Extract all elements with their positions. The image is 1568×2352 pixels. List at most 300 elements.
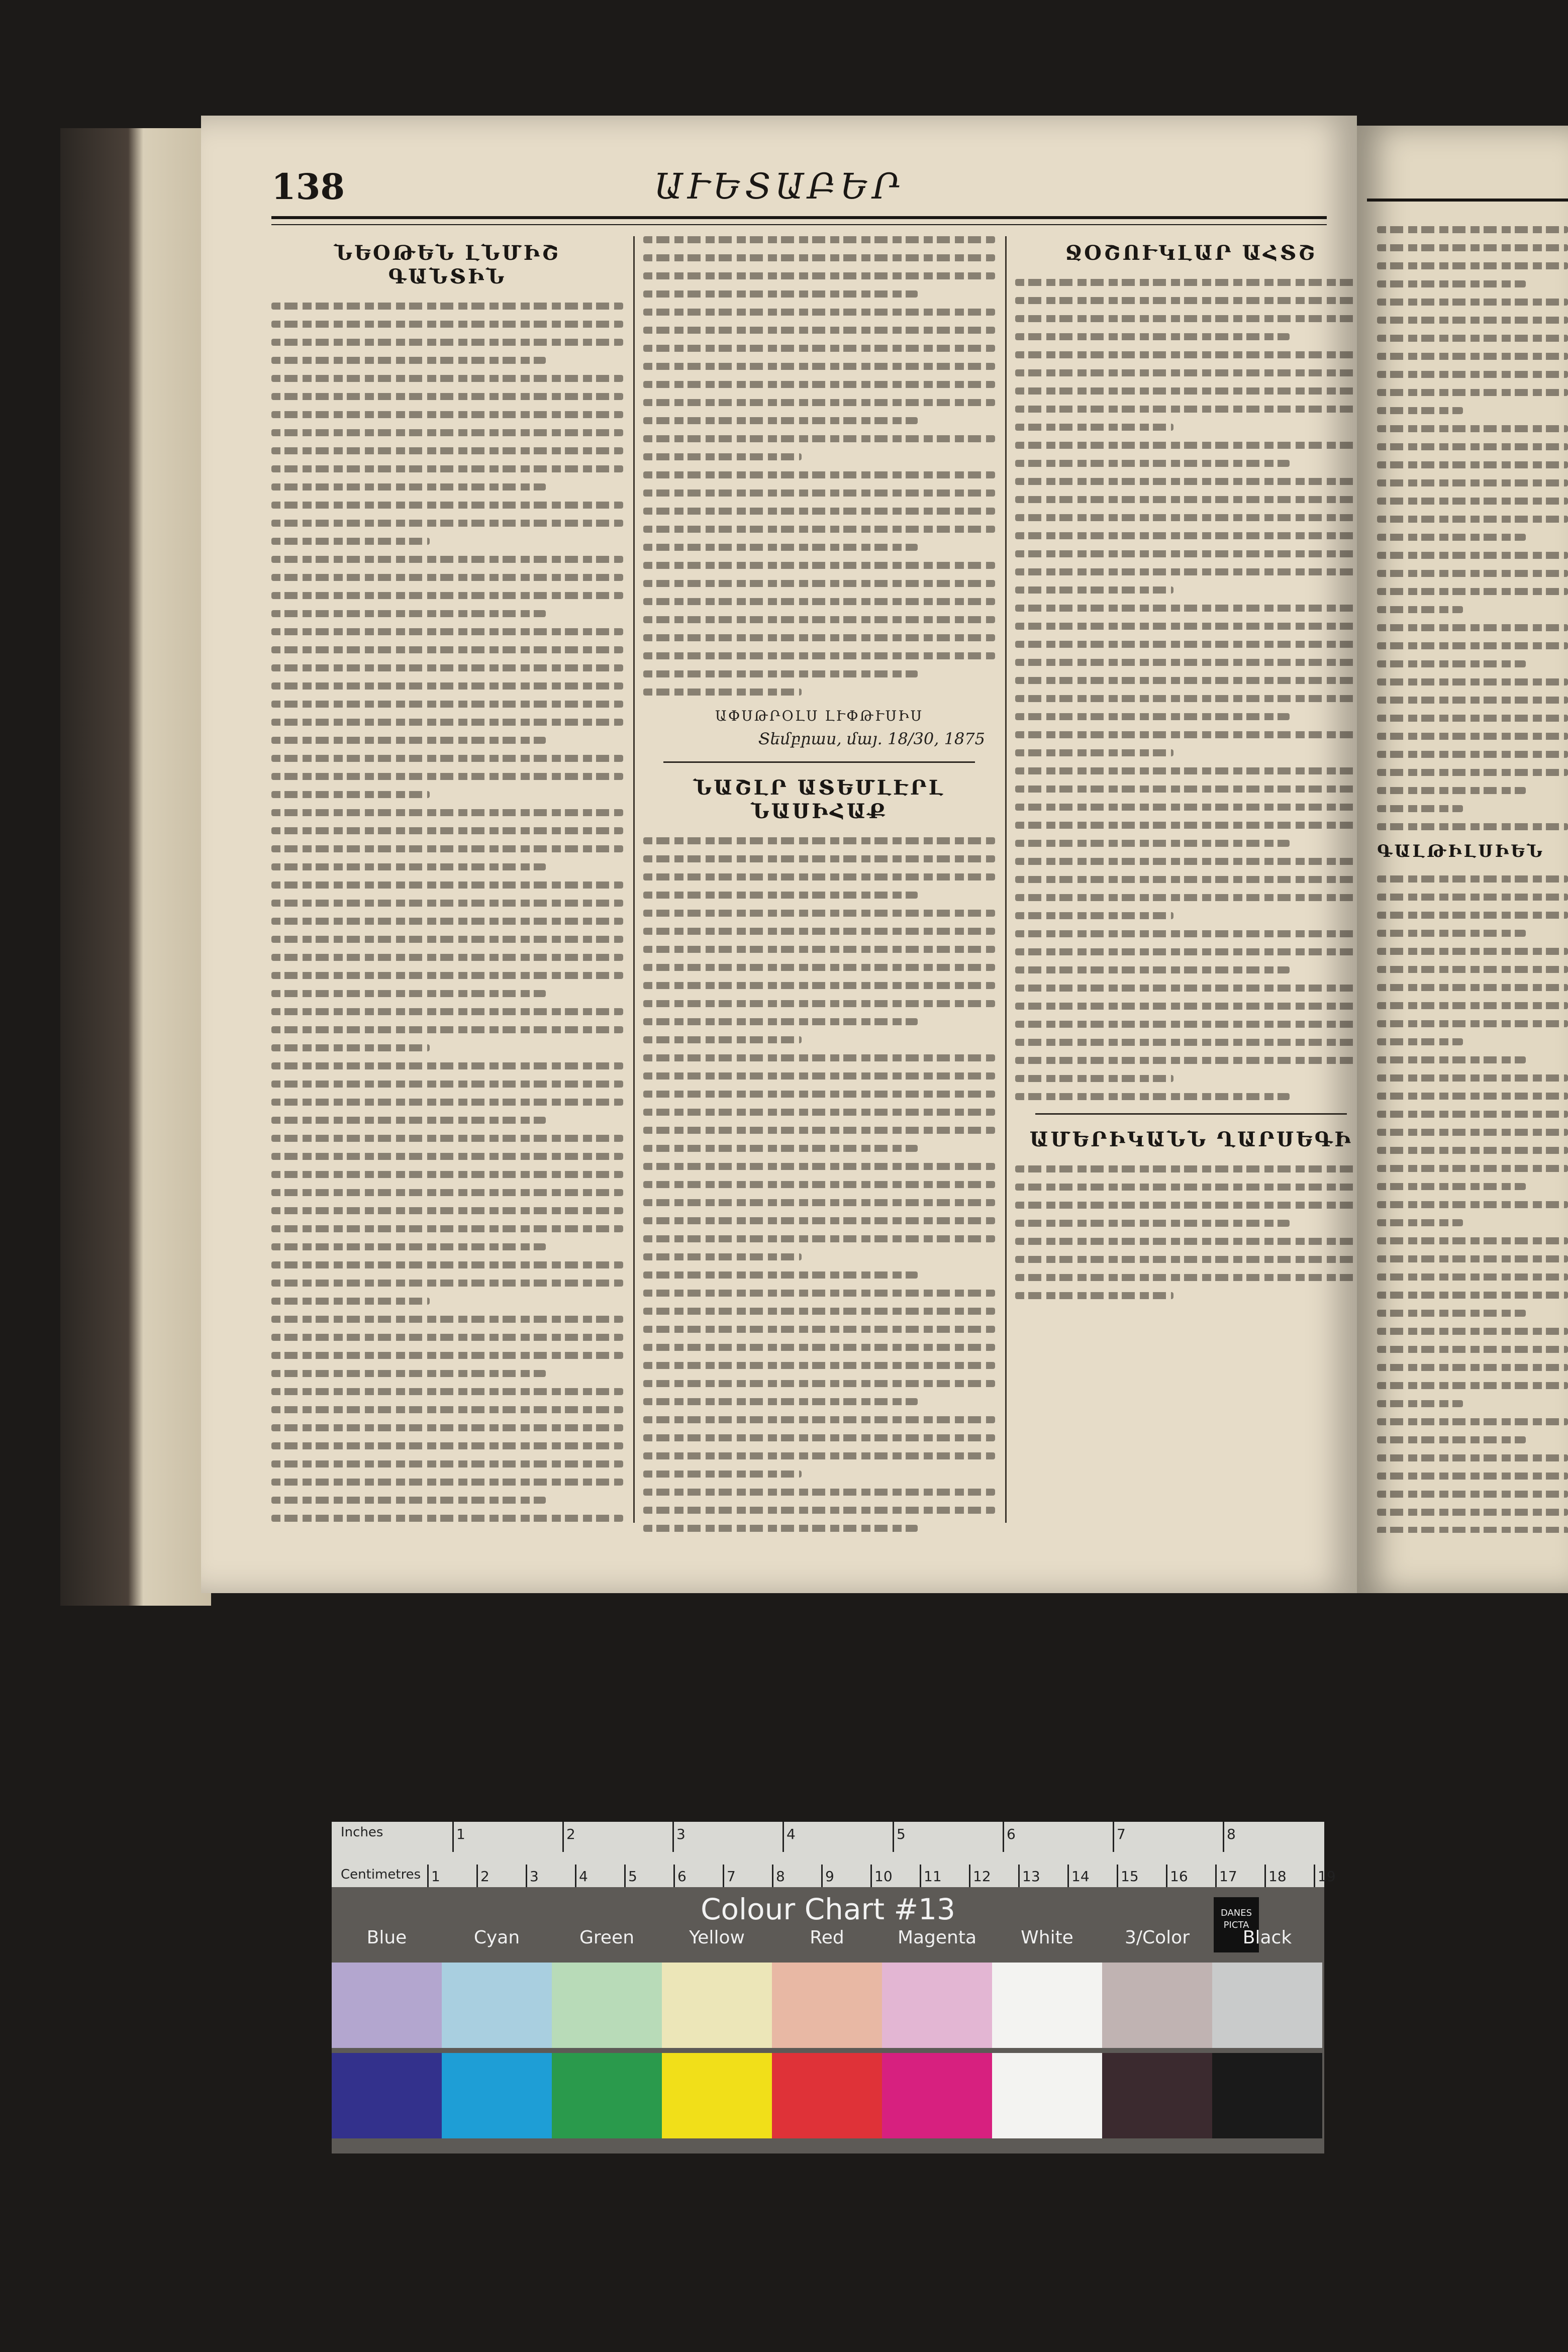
text-line [1377,1273,1568,1281]
text-line [1377,407,1463,414]
text-line [1015,966,1290,973]
text-line [1015,659,1367,666]
cm-tick [1314,1865,1315,1887]
section-rule [663,761,975,763]
text-line [271,1153,623,1160]
column-3-heading: ՋՕՇՈՒԿԼԱՐ ԱՀՏՇ [1065,241,1317,265]
text-line [643,1018,918,1025]
text-line [643,381,995,388]
text-line [1015,1256,1367,1263]
text-line [1377,966,1568,973]
cm-tick-label: 17 [1219,1868,1237,1885]
text-line [1015,1165,1367,1172]
swatch-label: Yellow [689,1927,745,1948]
cm-tick [575,1865,576,1887]
inch-tick [1003,1822,1004,1852]
text-line [271,737,546,744]
text-line [1015,894,1367,901]
cm-tick [427,1865,429,1887]
text-line [1015,731,1367,738]
text-line [1015,985,1367,992]
swatch-dark [662,2053,772,2138]
text-line [643,1489,995,1496]
cm-tick [870,1865,872,1887]
text-line [643,1163,995,1170]
text-line [1377,461,1568,468]
swatch-light [992,1963,1102,2048]
text-line [643,598,995,605]
text-line [1377,930,1526,937]
text-line [1015,767,1367,774]
page-number: 138 [271,166,345,208]
text-line [1377,317,1568,324]
text-line [1377,1111,1568,1118]
swatch-light [772,1963,882,2048]
text-line [643,236,995,243]
text-line [1377,479,1568,486]
swatch-dark [442,2053,552,2138]
text-line [1015,948,1367,955]
swatch-light [1102,1963,1212,2048]
text-line [1377,1436,1526,1443]
text-line [643,489,995,497]
text-line [1015,1202,1367,1209]
swatch-light [552,1963,662,2048]
text-line [643,1271,918,1279]
text-line [1377,226,1568,233]
text-line [643,327,995,334]
text-line [643,928,995,935]
cm-tick-label: 19 [1318,1868,1336,1885]
text-line [643,508,995,515]
cm-tick [920,1865,921,1887]
swatch-light [332,1963,442,2048]
text-line [1015,550,1367,557]
text-line [271,1497,546,1504]
text-line [1377,697,1568,704]
text-line [1377,751,1568,758]
text-line [1377,948,1568,955]
text-line [1377,1165,1568,1172]
text-line [643,1000,995,1007]
swatch-dark [1212,2053,1322,2138]
cm-tick [1117,1865,1118,1887]
text-line [1377,389,1568,396]
text-line [1015,749,1173,756]
column-2-text-bottom [643,837,995,1543]
inch-tick-label: 6 [1007,1826,1016,1842]
swatch-label: 3/Color [1124,1927,1190,1948]
text-line [1377,1201,1568,1208]
left-page [201,116,1357,1593]
text-line [1377,1346,1568,1353]
text-line [271,339,623,346]
text-line [271,1189,623,1196]
text-line [1377,805,1463,812]
cm-tick-label: 1 [431,1868,440,1885]
cm-tick [1264,1865,1266,1887]
text-line [271,1008,623,1015]
text-line [643,580,995,587]
cm-tick-label: 18 [1268,1868,1287,1885]
cm-tick [476,1865,478,1887]
swatch-dark [882,2053,992,2138]
swatch-label: Cyan [473,1927,520,1948]
text-line [643,892,918,899]
text-line [271,1316,623,1323]
text-line [643,1452,995,1459]
cm-tick [673,1865,675,1887]
text-line [643,345,995,352]
text-line [271,755,623,762]
text-line [643,1471,802,1478]
text-line [1015,822,1367,829]
cm-tick-label: 14 [1071,1868,1090,1885]
text-line [1377,1509,1568,1516]
swatch-light [882,1963,992,2048]
text-line [1377,1147,1568,1154]
text-line [271,375,623,382]
text-line [1377,1020,1568,1027]
column-1-text [271,303,623,1522]
text-line [271,1044,430,1051]
column-2-signature: ԱՓՍԹՐՕԼՍ ԼՒՓԹՒՍԻՍ [715,708,923,724]
text-line [1377,262,1568,269]
text-line [643,1507,995,1514]
text-line [1015,297,1367,304]
text-line [271,881,623,889]
text-line [1377,1093,1568,1100]
text-line [1377,498,1568,505]
text-line [1015,406,1367,413]
inch-tick-label: 3 [676,1826,685,1842]
text-line [1377,606,1463,613]
text-line [271,1135,623,1142]
text-line [643,526,995,533]
cm-tick [1018,1865,1020,1887]
text-line [1377,335,1568,342]
text-line [643,1362,995,1369]
inch-tick [452,1822,454,1852]
text-line [1015,496,1367,503]
text-line [271,502,623,509]
text-line [643,689,802,696]
text-line [1377,280,1526,287]
text-line [1377,823,1568,830]
text-line [271,1280,623,1287]
header-rule [271,216,1327,225]
text-line [271,520,623,527]
text-line [271,1026,623,1033]
column-3-heading-2: ԱՄԵՐԻԿԱՆՆ ՂԱՐՍԵԳԻ [1029,1128,1353,1151]
swatch-label: Black [1242,1927,1292,1948]
cm-tick-label: 9 [825,1868,834,1885]
text-line [643,1091,995,1098]
cm-tick [624,1865,626,1887]
text-line [1377,588,1568,595]
column-2-text-top [643,236,995,696]
text-line [271,538,430,545]
text-line [1377,1219,1463,1226]
text-line [1377,1237,1568,1244]
text-line [1015,478,1367,485]
text-line [1015,1220,1290,1227]
text-line [1377,1418,1568,1425]
text-line [643,417,918,424]
text-line [1377,1382,1568,1389]
text-line [643,1072,995,1080]
text-line [1015,695,1367,702]
cm-tick [1067,1865,1069,1887]
right-page-heading: ԳԱԼԹԻԼՍԻԵՆ [1377,841,1545,861]
cm-tick [723,1865,724,1887]
cm-tick-label: 16 [1170,1868,1188,1885]
text-line [271,845,623,852]
text-line [1377,425,1568,432]
right-page [1357,126,1568,1593]
text-line [1015,786,1367,793]
text-line [1377,787,1526,794]
inch-tick [1223,1822,1224,1852]
inches-label: Inches [341,1825,383,1840]
text-line [1015,532,1367,539]
text-line [271,1334,623,1341]
text-line [271,393,623,400]
text-line [1377,1527,1568,1533]
text-line [1377,984,1568,991]
cm-tick-label: 3 [530,1868,539,1885]
text-line [643,964,995,971]
text-line [643,1434,995,1441]
text-line [1015,315,1367,322]
right-header-rule [1367,199,1568,206]
swatch-dark [332,2053,442,2138]
text-line [643,652,995,659]
text-line [1015,840,1290,847]
text-line [1377,1255,1568,1262]
section-rule [1035,1113,1347,1115]
cm-tick [821,1865,823,1887]
cm-tick [969,1865,970,1887]
text-line [1015,460,1290,467]
text-line [1377,1183,1526,1190]
column-2-dateline: Տեմբրաս, մայ. 18/30, 1875 [758,729,985,748]
inch-tick-label: 5 [897,1826,906,1842]
text-line [271,357,546,364]
text-line [1377,1038,1463,1045]
text-line [1015,568,1367,575]
text-line [1015,605,1367,612]
text-line [271,411,623,418]
running-head: ԱՒԵՏԱԲԵՐ [654,166,904,207]
text-line [1377,299,1568,306]
cm-tick-label: 7 [727,1868,736,1885]
text-line [1377,570,1568,577]
swatch-dark [772,2053,882,2138]
swatch-light [662,1963,772,2048]
text-line [1377,1454,1568,1461]
text-line [1015,1075,1173,1082]
text-line [271,1099,623,1106]
text-line [643,272,995,279]
text-line [271,1442,623,1449]
text-line [1377,1002,1568,1009]
text-line [643,1199,995,1206]
cm-tick-label: 2 [480,1868,489,1885]
cm-tick-label: 6 [677,1868,687,1885]
text-line [271,1352,623,1359]
text-line [1377,371,1568,378]
swatch-label: Magenta [897,1927,977,1948]
text-line [1015,333,1290,340]
text-line [271,954,623,961]
right-page-column [1377,226,1568,1533]
text-line [1015,1021,1367,1028]
text-line [1015,858,1367,865]
text-line [643,616,995,623]
text-line [643,1344,995,1351]
text-line [643,910,995,917]
swatch-light [1212,1963,1322,2048]
text-line [1377,1328,1568,1335]
text-line [271,628,623,635]
text-line [271,429,623,436]
swatch-labels [332,1927,1324,1957]
column-3 [1015,236,1367,1543]
colour-chart-title: Colour Chart #13 [701,1892,955,1926]
text-line [271,972,623,979]
text-line [643,544,918,551]
book-spine [60,128,211,1606]
text-line [1015,1093,1290,1100]
text-line [271,918,623,925]
text-line [1015,387,1367,395]
text-line [1377,1310,1526,1317]
text-line [643,1416,995,1423]
text-line [271,447,623,454]
text-line [271,1062,623,1069]
column-2-heading: ՆԱՇԼՐ ԱՏԵՄԼԷՐԼ ՆԱՍԻՀԱՔ [693,776,945,823]
text-line [271,1225,623,1232]
text-line [643,1290,995,1297]
text-line [1015,442,1367,449]
text-line [271,900,623,907]
text-line [1015,623,1367,630]
text-line [271,990,546,997]
text-line [643,399,995,406]
text-line [271,1479,623,1486]
text-line [643,562,995,569]
centimetres-label: Centimetres [341,1867,421,1882]
text-line [1015,1292,1173,1299]
text-line [1015,1184,1367,1191]
colour-chart [332,1822,1336,2153]
column-3-text-bottom [1015,1165,1367,1299]
text-line [271,682,623,690]
text-line [1377,443,1568,450]
right-page-text-top [1377,226,1568,830]
text-line [1015,876,1367,883]
text-line [1015,677,1367,684]
text-line [1377,244,1568,251]
text-line [1377,1056,1526,1063]
swatch-label: White [1021,1927,1073,1948]
text-line [1377,733,1568,740]
text-line [1377,1400,1463,1407]
inch-tick [562,1822,564,1852]
column-1 [271,236,623,1543]
text-line [1377,1292,1568,1299]
text-line [271,1424,623,1431]
text-line [271,701,623,708]
inch-tick [1113,1822,1114,1852]
text-line [643,1217,995,1224]
inch-tick-label: 8 [1227,1826,1236,1842]
text-line [271,646,623,653]
cm-tick-label: 11 [924,1868,942,1885]
cm-tick-label: 4 [579,1868,588,1885]
cm-tick-label: 8 [776,1868,785,1885]
text-line [643,1109,995,1116]
text-line [271,863,546,870]
text-line [643,471,995,478]
inch-tick-label: 1 [456,1826,465,1842]
text-line [1377,894,1568,901]
text-line [271,791,430,798]
text-line [271,1460,623,1467]
cm-tick-label: 13 [1022,1868,1040,1885]
text-line [1015,369,1367,376]
text-line [1377,769,1568,776]
text-line [1015,713,1290,720]
text-line [271,664,623,671]
text-line [1015,279,1367,286]
swatch-label: Red [810,1927,844,1948]
text-line [1377,678,1568,685]
text-line [643,435,995,442]
text-line [1015,1003,1367,1010]
cm-tick-label: 5 [628,1868,637,1885]
text-line [1377,912,1568,919]
text-line [1377,1364,1568,1371]
text-line [1015,514,1367,521]
ruler [332,1822,1336,1887]
text-line [1377,1473,1568,1480]
text-line [271,465,623,472]
inch-tick-label: 2 [566,1826,575,1842]
column-1-heading: ՆԵՕԹԵՆ ԼՆՄԻՇ ԳԱՆՏԻՆ [334,241,561,288]
text-line [643,1235,995,1242]
text-line [271,1081,623,1088]
text-line [1377,875,1568,883]
text-line [1377,642,1568,649]
text-line [1015,912,1173,919]
text-line [643,982,995,989]
text-line [643,1308,995,1315]
text-line [643,946,995,953]
text-line [271,1298,430,1305]
text-line [271,610,546,617]
swatch-label: Blue [366,1927,407,1948]
text-line [1015,641,1367,648]
swatch-light [442,1963,552,2048]
text-line [643,855,995,862]
text-line [1015,1274,1367,1281]
text-line [1377,660,1526,667]
inch-tick-label: 4 [787,1826,796,1842]
text-line [1015,930,1367,937]
right-page-text-bottom [1377,875,1568,1533]
